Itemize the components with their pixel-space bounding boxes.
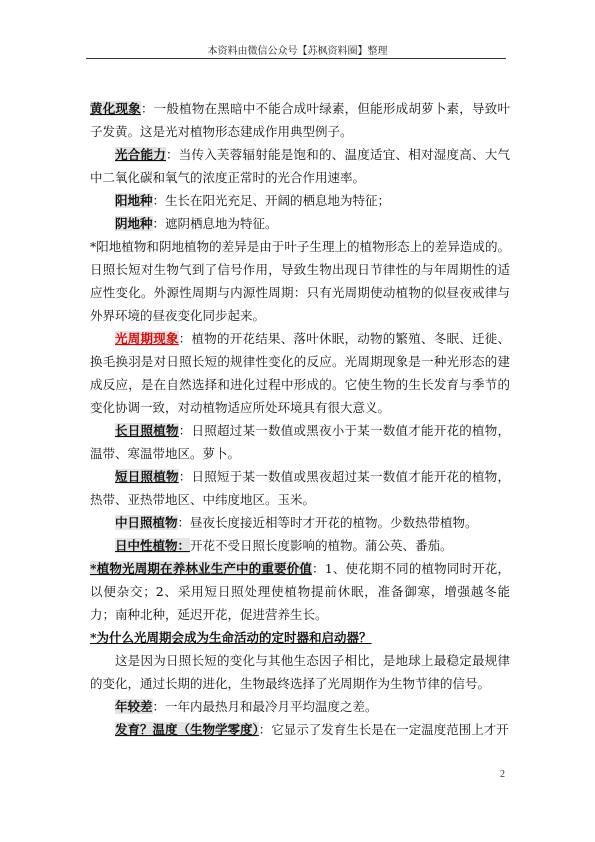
paragraph-annual-range	[90, 695, 510, 718]
term-long-day-plants: 长日照植物	[115, 423, 179, 438]
definition-developmental-zero: ：它显示了发育生长是在一定温度范围上才开	[258, 722, 509, 737]
page-header: 本资料由微信公众号【苏枫资料圈】整理	[207, 46, 388, 57]
paragraph-photoperiod-explanation: 这是因为日照长短的变化与其他生态因子相比，是地球上最稳定最规律的变化，通过长期的进化，生物最终选择了光周期作为生物节律的信号。	[90, 653, 510, 691]
term-photoperiodism: 光周期现象	[115, 331, 179, 346]
definition-annual-range: ：一年内最热月和最冷月平均温度之差。	[152, 699, 378, 714]
term-photosynthetic-capacity: 光合能力	[115, 147, 166, 162]
paragraph-sun-species	[90, 189, 510, 212]
definition-shade-species: ：遮阴栖息地为特征。	[152, 216, 278, 231]
section-heading-photoperiod-timer: *为什么光周期会成为生命活动的定时器和启动器？	[90, 630, 372, 645]
paragraph-long-day-plants	[90, 419, 510, 465]
definition-photoperiod-value: ：1、使花期不同的植物同时开花，以便杂交；2、采用短日照处理使植物提前休眠，准备御寒，增强越冬能力；南种北种，延迟开花，促进营养生长。	[90, 561, 510, 622]
paragraph-intermediate-day-plants	[90, 511, 510, 534]
definition-photoperiodism: ：植物的开花结果、落叶休眠，动物的繁殖、冬眠、迁徙、换毛换羽是对日照长短的规律性变化的反应。光周期现象是一种光形态的建成反应，是在自然选择和进化过程中形成的。它使生物的生长发育与季节的变化协调一致，对动植物适应所处环境具有很大意义。	[90, 331, 510, 415]
definition-long-day-plants: ：日照超过某一数值或黑夜小于某一数值才能开花的植物，温带、寒温带地区。萝卜。	[90, 423, 510, 461]
term-photoperiod-value: *植物光周期在养林业生产中的重要价值	[90, 561, 313, 576]
header-rule	[86, 58, 506, 59]
paragraph-sun-shade-difference: *阳地植物和阴地植物的差异是由于叶子生理上的植物形态上的差异造成的。日照长短对生物气到了信号作用，导致生物出现日节律性的与年周期性的适应性变化。外源性周期与内源性周期：只有光周期使动植物的似昼夜戒律与外界环境的昼夜变化同步起来。	[90, 239, 510, 323]
term-developmental-zero: 发育？温度（生物学零度）	[115, 722, 259, 737]
term-intermediate-day-plants: 中日照植物	[115, 515, 178, 530]
paragraph-photoperiodism	[90, 327, 510, 419]
document-body	[90, 97, 510, 741]
paragraph-photoperiod-value	[90, 557, 510, 626]
paragraph-shade-species	[90, 212, 510, 235]
definition-intermediate-day-plants: ：昼夜长度接近相等时才开花的植物。少数热带植物。	[177, 515, 478, 530]
definition-day-neutral-plants: 开花不受日照长度影响的植物。蒲公英、番茄。	[190, 538, 453, 553]
definition-photosynthetic-capacity: ：当传入芙蓉辐射能是饱和的、温度适宜、相对湿度高、大气中二氧化碳和氧气的浓度正常时的光合作用速率。	[90, 147, 510, 185]
paragraph-developmental-zero	[90, 718, 510, 741]
term-day-neutral-colon: ：	[177, 538, 191, 553]
term-shade-species: 阴地种	[115, 216, 153, 231]
definition-etiolation: ：一般植物在黑暗中不能合成叶绿素，但能形成胡萝卜素，导致叶子发黄。这是光对植物形态建成作用典型例子。	[90, 101, 510, 139]
definition-short-day-plants: ：日照短于某一数值或黑夜超过某一数值才能开花的植物，热带、亚热带地区、中纬度地区。玉米。	[90, 469, 510, 507]
paragraph-photosynthetic-capacity	[90, 143, 510, 189]
paragraph-short-day-plants	[90, 465, 510, 511]
term-sun-species: 阳地种	[115, 193, 153, 208]
term-day-neutral-plants: 日中性植物	[115, 538, 178, 553]
paragraph-etiolation	[90, 97, 510, 143]
page-number: 2	[500, 769, 505, 780]
definition-sun-species: ：生长在阳光充足、开阔的栖息地为特征；	[152, 193, 391, 208]
term-annual-range: 年较差	[115, 699, 153, 714]
term-etiolation: 黄化现象	[90, 101, 141, 116]
term-short-day-plants: 短日照植物	[115, 469, 179, 484]
paragraph-day-neutral-plants	[90, 534, 510, 557]
